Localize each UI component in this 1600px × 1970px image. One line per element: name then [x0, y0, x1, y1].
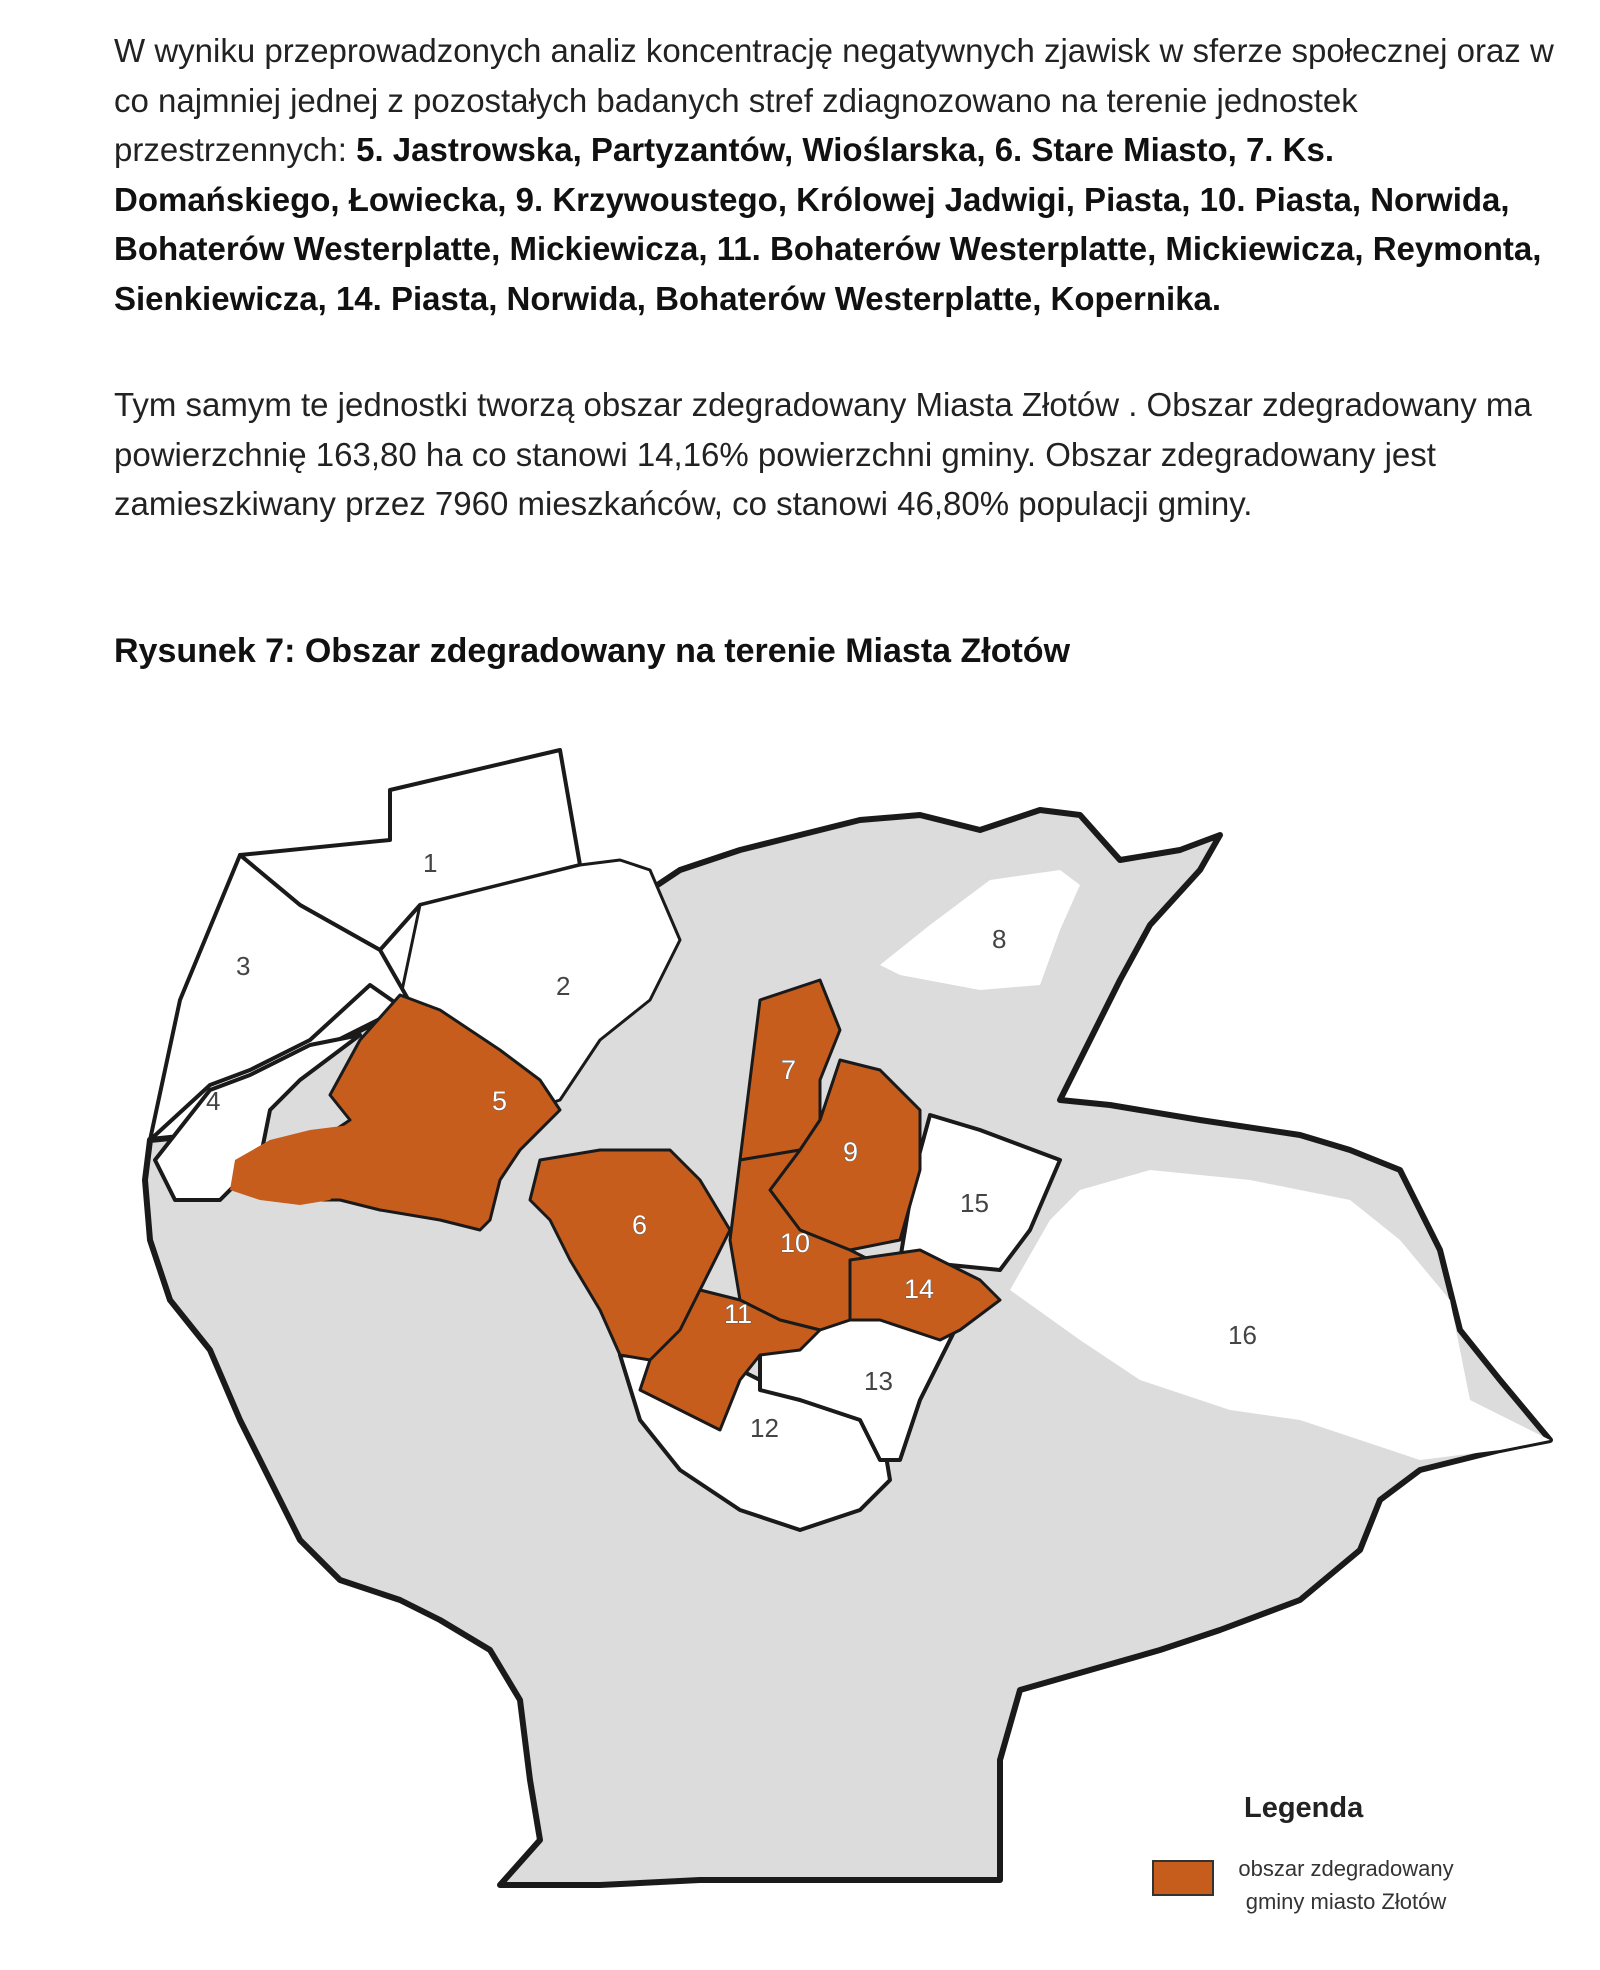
zone-label-3: 3: [236, 951, 251, 981]
intro-paragraph-zones: 5. Jastrowska, Partyzantów, Wioślarska, 6. Stare Miasto, 7. Ks. Domańskiego, Łowiecka, 9. Krzywoustego, Królowej Jadwigi, Piasta, 10. Piasta, Norwida, Bohaterów Westerplatte, Mickiewicza, 11. Bohaterów Westerplatte, Mickiewicza, Reymonta, Sienkiewicza, 14. Piasta, Norwida, Bohaterów Westerplatte, Kopernika.: [114, 131, 1542, 317]
intro-paragraph: [114, 26, 1564, 323]
zone-label-7: 7: [781, 1055, 797, 1085]
zone-label-12: 12: [750, 1413, 779, 1443]
zone-label-9: 9: [843, 1137, 859, 1167]
zone-label-4: 4: [206, 1086, 221, 1116]
zone-label-6: 6: [632, 1210, 648, 1240]
zone-label-16: 16: [1228, 1320, 1257, 1350]
intro-paragraph-text: W wyniku przeprowadzonych analiz koncentrację negatywnych zjawisk w sferze społecznej oraz w co najmniej jednej z pozostałych badanych stref zdiagnozowano na terenie jednostek przestrzennych:: [114, 32, 1554, 168]
map-figure: [0, 720, 1600, 1970]
summary-paragraph: Tym samym te jednostki tworzą obszar zdegradowany Miasta Złotów . Obszar zdegradowany ma powierzchnię 163,80 ha co stanowi 14,16% powierzchni gminy. Obszar zdegradowany jest zamieszkiwany przez 7960 mieszkańców, co stanowi 46,80% populacji gminy.: [114, 386, 1532, 522]
zone-label-15: 15: [960, 1188, 989, 1218]
legend-swatch: [1152, 1860, 1214, 1896]
zone-label-11: 11: [724, 1299, 753, 1329]
zone-label-1: 1: [423, 848, 438, 878]
zone-label-8: 8: [992, 924, 1007, 954]
figure-caption: Rysunek 7: Obszar zdegradowany na terenie Miasta Złotów: [114, 632, 1071, 670]
legend-title: Legenda: [1244, 1792, 1364, 1824]
zone-label-2: 2: [556, 971, 571, 1001]
zone-label-5: 5: [492, 1086, 508, 1116]
zone-label-13: 13: [864, 1366, 893, 1396]
zone-label-10: 10: [780, 1228, 811, 1258]
legend-item-label: obszar zdegradowany gminy miasto Złotów: [1238, 1856, 1454, 1914]
zone-label-14: 14: [904, 1274, 935, 1304]
